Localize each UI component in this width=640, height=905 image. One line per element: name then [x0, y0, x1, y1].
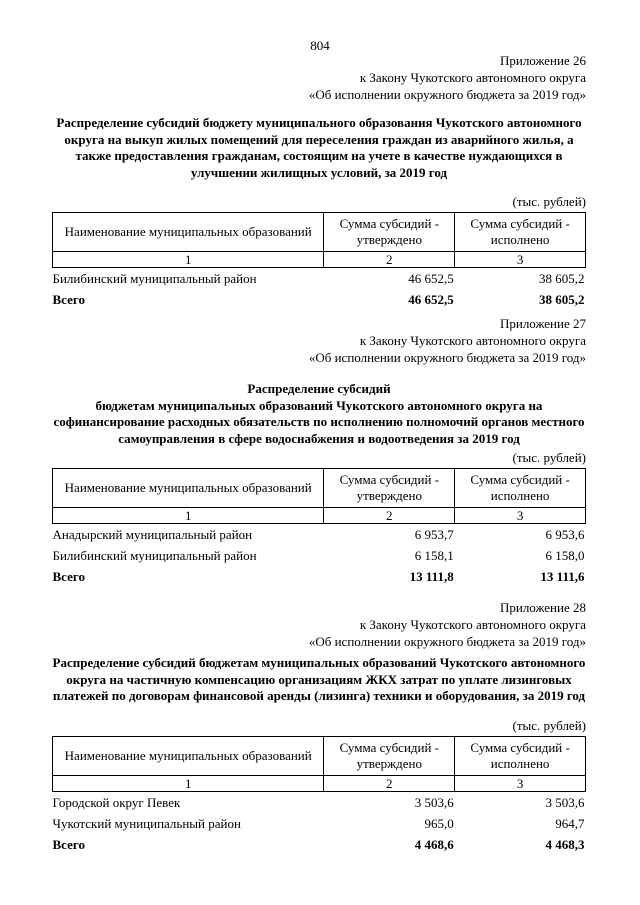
- row-approved: 6 953,7: [414, 526, 454, 542]
- col-index: 2: [324, 252, 455, 268]
- total-approved: 4 468,6: [414, 836, 454, 852]
- row-name: Чукотский муниципальный район: [52, 815, 241, 831]
- appendix-28-header: [240, 599, 586, 650]
- subsidy-table-26: [52, 212, 586, 310]
- total-approved: 46 652,5: [408, 291, 454, 307]
- row-executed: 38 605,2: [539, 270, 585, 286]
- table-row: [53, 524, 586, 546]
- total-label: Всего: [52, 568, 85, 584]
- units-label: (тыс. рублей): [512, 718, 586, 733]
- appendix-law: к Закону Чукотского автономного округа: [359, 333, 586, 348]
- total-approved: 13 111,8: [409, 568, 454, 584]
- total-label: Всего: [52, 291, 85, 307]
- row-executed: 3 503,6: [545, 794, 585, 810]
- row-executed: 964,7: [555, 815, 585, 831]
- total-executed: 13 111,6: [540, 568, 585, 584]
- section-27-title: [52, 381, 586, 447]
- col-index: 3: [455, 776, 586, 792]
- total-label: Всего: [52, 836, 85, 852]
- col-index: 1: [53, 508, 324, 524]
- row-approved: 3 503,6: [414, 794, 454, 810]
- col-index: 3: [455, 252, 586, 268]
- appendix-title: Приложение 28: [499, 600, 586, 615]
- appendix-law: к Закону Чукотского автономного округа: [359, 617, 586, 632]
- table-row: [53, 545, 586, 566]
- total-executed: 4 468,3: [545, 836, 585, 852]
- col-index: 1: [53, 252, 324, 268]
- appendix-27-header: [240, 315, 586, 366]
- total-executed: 38 605,2: [539, 291, 585, 307]
- subsidy-table-27: [52, 468, 586, 587]
- col-header-approved: Сумма субсидий - утверждено: [324, 213, 455, 252]
- section-26-title: Распределение субсидий бюджету муниципального образования Чукотского автономного округа на выкуп жилых помещений для переселения граждан из аварийного жилья, а также предоставления гражданам, состоящим на учете в качестве нуждающихся в улучшении жилищных условий, за 2019 год: [56, 115, 582, 180]
- col-header-name: Наименование муниципальных образований: [53, 737, 324, 776]
- row-name: Городской округ Певек: [52, 794, 181, 810]
- col-index: 1: [53, 776, 324, 792]
- total-row: [53, 289, 586, 310]
- appendix-title: Приложение 27: [499, 316, 586, 331]
- section-27-title-rest: бюджетам муниципальных образований Чукотского автономного округа на софинансирование расходных обязательств по исполнению полномочий органов местного самоуправления в сфере водоснабжения и водоотведения за 2019 год: [53, 397, 585, 446]
- col-header-executed: Сумма субсидий - исполнено: [455, 469, 586, 508]
- appendix-subject: «Об исполнении окружного бюджета за 2019 год»: [308, 634, 586, 649]
- col-header-name: Наименование муниципальных образований: [53, 469, 324, 508]
- row-approved: 965,0: [424, 815, 454, 831]
- appendix-law: к Закону Чукотского автономного округа: [359, 70, 586, 85]
- col-header-executed: Сумма субсидий - исполнено: [455, 213, 586, 252]
- col-index: 2: [324, 508, 455, 524]
- row-executed: 6 953,6: [545, 526, 585, 542]
- col-index: 2: [324, 776, 455, 792]
- col-header-executed: Сумма субсидий - исполнено: [455, 737, 586, 776]
- table-row: [53, 792, 586, 814]
- section-27-title-line1: Распределение субсидий: [247, 381, 391, 396]
- row-name: Анадырский муниципальный район: [52, 526, 253, 542]
- col-header-name: Наименование муниципальных образований: [53, 213, 324, 252]
- subsidy-table-28: [52, 736, 586, 855]
- appendix-subject: «Об исполнении окружного бюджета за 2019 год»: [308, 87, 586, 102]
- row-approved: 46 652,5: [408, 270, 454, 286]
- table-row: [53, 268, 586, 290]
- appendix-26-header: [240, 52, 586, 103]
- units-label: (тыс. рублей): [512, 450, 586, 465]
- units-label: (тыс. рублей): [512, 194, 586, 209]
- total-row: [53, 834, 586, 855]
- appendix-subject: «Об исполнении окружного бюджета за 2019 год»: [308, 350, 586, 365]
- col-index: 3: [455, 508, 586, 524]
- row-name: Билибинский муниципальный район: [52, 547, 257, 563]
- col-header-approved: Сумма субсидий - утверждено: [324, 469, 455, 508]
- total-row: [53, 566, 586, 587]
- page-number: 804: [310, 38, 330, 53]
- appendix-title: Приложение 26: [499, 53, 586, 68]
- col-header-approved: Сумма субсидий - утверждено: [324, 737, 455, 776]
- row-approved: 6 158,1: [414, 547, 454, 563]
- row-name: Билибинский муниципальный район: [52, 270, 257, 286]
- section-28-title: Распределение субсидий бюджетам муниципальных образований Чукотского автономного округа на частичную компенсацию организациям ЖКХ затрат по уплате лизинговых платежей по договорам финансовой аренды (лизинга) техники и оборудования, за 2019 год: [52, 655, 586, 703]
- row-executed: 6 158,0: [545, 547, 585, 563]
- table-row: [53, 813, 586, 834]
